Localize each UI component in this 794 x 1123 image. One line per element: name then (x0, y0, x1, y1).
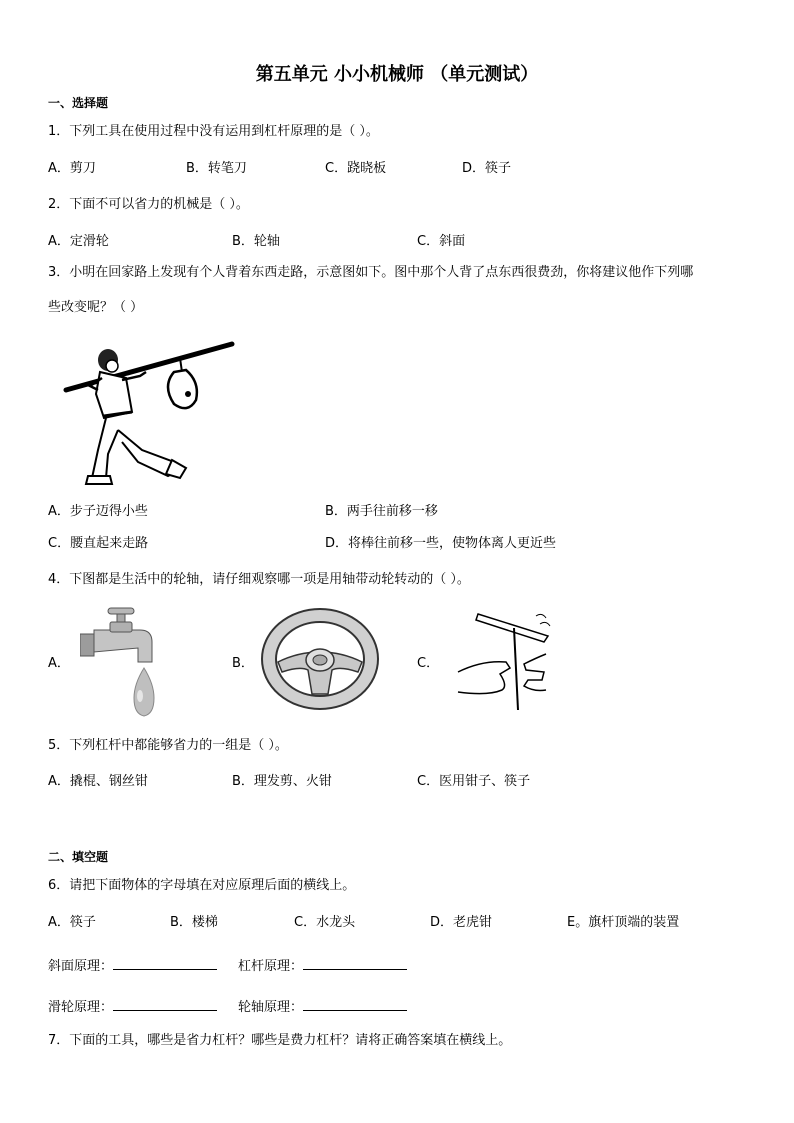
question-6-item-d: D．老虎钳 (430, 915, 493, 930)
question-6-stem: 6．请把下面物体的字母填在对应原理后面的横线上。 (48, 878, 356, 893)
question-6-item-b: B．楼梯 (170, 915, 218, 930)
question-7-stem: 7．下面的工具，哪些是省力杠杆？哪些是费力杠杆？请将正确答案填在横线上。 (48, 1033, 512, 1048)
blank-incline-principle[interactable] (48, 957, 217, 973)
question-5-option-c[interactable]: C．医用钳子、筷子 (417, 774, 531, 789)
answer-line[interactable] (303, 998, 407, 1011)
steering-wheel-illustration (258, 606, 382, 712)
question-2-option-c[interactable]: C．斜面 (417, 234, 466, 249)
question-5-option-b[interactable]: B．理发剪、火钳 (232, 774, 332, 789)
question-2-stem: 2．下面不可以省力的机械是（ ）。 (48, 197, 249, 212)
blank-label: 斜面原理： (48, 959, 114, 974)
question-3-option-d[interactable]: D．将棒往前移一些，使物体离人更近些 (325, 536, 557, 551)
question-4-option-a[interactable]: A． (48, 656, 70, 671)
answer-line[interactable] (113, 998, 217, 1011)
question-2-option-b[interactable]: B．轮轴 (232, 234, 280, 249)
blank-label: 轮轴原理： (238, 1000, 304, 1015)
question-1-option-c[interactable]: C．跷晓板 (325, 161, 387, 176)
question-4-option-b[interactable]: B． (232, 656, 254, 671)
question-1-option-a[interactable]: A．剪刀 (48, 161, 96, 176)
blank-label: 杠杆原理： (238, 959, 304, 974)
answer-line[interactable] (303, 957, 407, 970)
question-1-option-d[interactable]: D．筷子 (462, 161, 512, 176)
question-3-option-c[interactable]: C．腰直起来走路 (48, 536, 149, 551)
answer-line[interactable] (113, 957, 217, 970)
question-1-option-b[interactable]: B．转笔刀 (186, 161, 247, 176)
question-3-option-a[interactable]: A．步子迈得小些 (48, 504, 148, 519)
question-6-item-c: C．水龙头 (294, 915, 356, 930)
question-6-item-a: A．筷子 (48, 915, 96, 930)
blank-lever-principle[interactable] (238, 957, 407, 973)
question-1-stem: 1．下列工具在使用过程中没有运用到杠杆原理的是（ ）。 (48, 124, 379, 139)
question-5-option-a[interactable]: A．撬棍、钢丝钳 (48, 774, 148, 789)
section-heading-choice: 一、选择题 (48, 96, 109, 110)
blank-wheel-axle-principle[interactable] (238, 998, 407, 1014)
man-carrying-load-illustration (62, 338, 240, 490)
section-heading-fill-in: 二、填空题 (48, 850, 109, 864)
question-6-item-e: E。旗杆顶端的装置 (567, 915, 680, 930)
question-5-stem: 5．下列杠杆中都能够省力的一组是（ ）。 (48, 738, 288, 753)
blank-pulley-principle[interactable] (48, 998, 217, 1014)
faucet-illustration (80, 606, 164, 720)
question-3-option-b[interactable]: B．两手往前移一移 (325, 504, 438, 519)
question-4-option-c[interactable]: C． (417, 656, 440, 671)
question-3-stem-line2: 些改变呢？（ ） (48, 300, 144, 315)
blank-label: 滑轮原理： (48, 1000, 114, 1015)
question-4-stem: 4．下图都是生活中的轮轴，请仔细观察哪一项是用轴带动轮转动的（ ）。 (48, 572, 470, 587)
bamboo-dragonfly-hands-illustration (448, 606, 552, 712)
question-3-stem-line1: 3．小明在回家路上发现有个人背着东西走路，示意图如下。图中那个人背了点东西很费劲，你将建议他作下列哪 (48, 265, 694, 280)
question-2-option-a[interactable]: A．定滑轮 (48, 234, 109, 249)
page-title: 第五单元 小小机械师 （单元测试） (255, 64, 539, 85)
